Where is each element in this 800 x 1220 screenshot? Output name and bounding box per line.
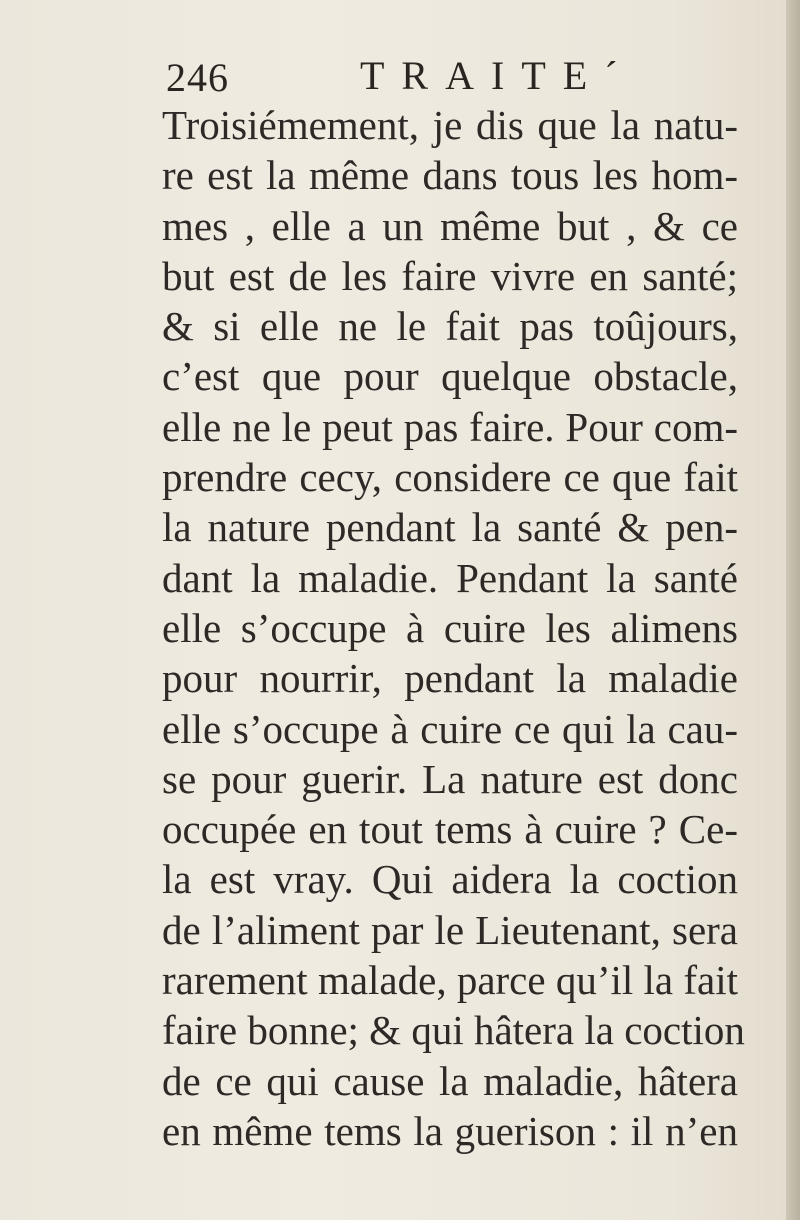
page-header [0, 50, 786, 100]
text-line-5: & si elle ne le fait pas toûjours, [162, 303, 738, 350]
page-number: 246 [166, 55, 229, 100]
running-head: TRAITE´ [360, 53, 635, 98]
text-line-18: rarement malade, parce qu’il la fait [162, 957, 738, 1004]
body-text [162, 100, 745, 1156]
text-line-8: prendre cecy, considere ce que fait [162, 454, 738, 501]
text-line-17: de l’aliment par le Lieutenant, sera [162, 906, 738, 953]
text-line-10: dant la maladie. Pendant la santé [162, 554, 738, 601]
text-line-19: faire bonne; & qui hâtera la coction [162, 1007, 745, 1054]
text-line-12: pour nourrir, pendant la maladie [162, 655, 738, 702]
text-line-6: c’est que pour quelque obstacle, [162, 353, 738, 400]
text-line-3: mes , elle a un même but , & ce [162, 202, 738, 249]
text-line-20: de ce qui cause la maladie, hâtera [162, 1057, 738, 1104]
text-line-9: la nature pendant la santé & pen- [162, 504, 738, 551]
text-line-13: elle s’occupe à cuire ce qui la cau- [162, 705, 738, 752]
text-line-14: se pour guerir. La nature est donc [162, 755, 738, 802]
text-line-16: la est vray. Qui aidera la coction [162, 856, 738, 903]
text-line-7: elle ne le peut pas faire. Pour com- [162, 403, 738, 450]
page-edge-shadow [786, 0, 800, 1220]
text-line-2: re est la même dans tous les hom- [162, 152, 738, 199]
text-line-21: en même tems la guerison : il n’en [162, 1107, 738, 1154]
text-line-4: but est de les faire vivre en santé; [162, 252, 738, 299]
text-line-1: Troisiémement, je dis que la natu- [162, 102, 738, 148]
text-line-15: occupée en tout tems à cuire ? Ce- [162, 806, 738, 853]
text-line-11: elle s’occupe à cuire les alimens [162, 604, 738, 651]
